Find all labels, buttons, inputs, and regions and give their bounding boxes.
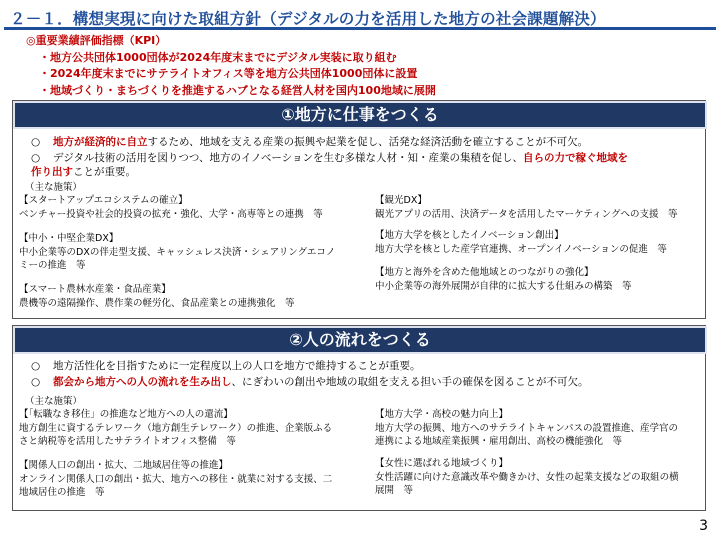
highlight-text: 作り出す (31, 166, 73, 178)
kpi-item: ・地方公共団体1000団体が2024年度末までにデジタル実装に取り組む (39, 50, 397, 64)
measure-item (375, 229, 667, 256)
measure-item (19, 232, 335, 273)
paragraph-text: 地方活性化を目指すために一定程度以上の人口を地方で維持することが重要。 (53, 360, 421, 372)
section-band-title: ①地方に仕事をつくる (15, 103, 705, 127)
measure-heading: 【関係人口の創出・拡大、二地域居住等の推進】 (19, 460, 229, 471)
measure-body: 中小企業等の海外展開が自律的に拡大する仕組みの構築 等 (375, 280, 632, 292)
measure-item (19, 459, 332, 500)
measure-item (375, 266, 632, 293)
paragraph-text: 、にぎわいの創出や地域の取組を支える担い手の確保を図ることが不可欠。 (231, 376, 589, 388)
circle-bullet: ○ (31, 360, 41, 372)
measure-heading: 【地方大学を核としたイノベーション創出】 (375, 230, 564, 241)
measure-heading: 【観光DX】 (375, 195, 427, 206)
measure-heading: 【女性に選ばれる地域づくり】 (375, 458, 509, 469)
measure-heading: 【「転職なき移住」の推進など地方への人の還流】 (19, 409, 233, 420)
measure-item (19, 194, 323, 221)
measure-item (19, 408, 332, 449)
measure-body: 地方創生に資するテレワーク（地方創生テレワーク）の推進、企業版ふる (19, 422, 333, 434)
measure-body: 農機等の遠隔操作、農作業の軽労化、食品産業との連携強化 等 (19, 297, 295, 309)
page-title: ２－１．構想実現に向けた取組方針（デジタルの力を活用した地方の社会課題解決） (10, 10, 606, 28)
measure-body: 展開 等 (375, 485, 414, 496)
kpi-heading: ◎重要業績評価指標（KPI） (26, 34, 167, 47)
circle-bullet: ○ (31, 376, 41, 388)
kpi-item: ・地域づくり・まちづくりを推進するハブとなる経営人材を国内100地域に展開 (39, 83, 436, 97)
highlight-text: 自らの力で稼ぐ地域を (522, 152, 628, 164)
section-paragraph (31, 151, 628, 166)
measure-item (375, 457, 679, 498)
section-paragraph (31, 375, 589, 390)
measures-label: （主な施策） (25, 396, 83, 407)
circle-bullet: ○ (31, 152, 41, 164)
measure-body: ミーの推進 等 (19, 260, 86, 271)
highlight-text: 地方が経済的に自立 (53, 136, 148, 148)
measure-heading: 【スタートアップエコシステムの確立】 (19, 195, 188, 206)
circle-bullet: ○ (31, 136, 41, 148)
measure-body: ベンチャー投資や社会的投資の拡充・強化、大学・高専等との連携 等 (19, 208, 323, 220)
measure-body: 中小企業等のDXの伴走型支援、キャッシュレス決済・シェアリングエコノ (19, 246, 336, 258)
measure-body: 地域居住の推進 等 (19, 487, 105, 498)
measure-heading: 【スマート農林水産業・食品産業】 (19, 284, 171, 295)
paragraph-text: するため、地域を支える産業の振興や起業を促し、活発な経済活動を確立することが不可欠。 (147, 136, 589, 148)
highlight-text: 都会から地方への人の流れを生み出し (53, 376, 232, 388)
page-number: 3 (699, 518, 708, 534)
measure-heading: 【地方と海外を含めた他地域とのつながりの強化】 (375, 267, 594, 278)
measure-heading: 【中小・中堅企業DX】 (19, 233, 119, 244)
measure-body: 観光アプリの活用、決済データを活用したマーケティングへの支援 等 (375, 208, 678, 220)
section-jobs (12, 100, 706, 319)
measure-body: 地方大学の振興、地方へのサテライトキャンパスの設置推進、産学官の (375, 422, 679, 434)
kpi-block (26, 33, 436, 99)
paragraph-text: デジタル技術の活用を図りつつ、地方のイノベーションを生む多様な人材・知・産業の集積を促し、 (53, 152, 523, 164)
section-paragraph (31, 359, 421, 374)
measure-item (375, 408, 678, 449)
measure-item (375, 194, 677, 221)
measure-heading: 【地方大学・高校の魅力向上】 (375, 409, 509, 420)
measure-item (19, 283, 295, 310)
measure-body: 連携による地域産業振興・雇用創出、高校の機能強化 等 (375, 436, 623, 447)
title-bar (4, 4, 716, 30)
paragraph-text: ことが重要。 (73, 166, 136, 178)
measure-body: 女性活躍に向けた意識改革や働きかけ、女性の起業支援などの取組の横 (375, 471, 679, 483)
measure-body: 地方大学を核とした産学官連携、オープンイノベーションの促進 等 (375, 243, 667, 255)
section-people-flow (12, 325, 706, 511)
section-band-title: ②人の流れをつくる (15, 328, 705, 352)
section-paragraph (31, 165, 136, 180)
section-paragraph (31, 135, 588, 150)
kpi-item: ・2024年度末までにサテライトオフィス等を地方公共団体1000団体に設置 (39, 67, 418, 80)
measure-body: さと納税等を活用したサテライトオフィス整備 等 (19, 436, 236, 447)
measure-body: オンライン関係人口の創出・拡大、地方への移住・就業に対する支援、二 (19, 473, 333, 485)
measures-label: （主な施策） (25, 182, 83, 193)
